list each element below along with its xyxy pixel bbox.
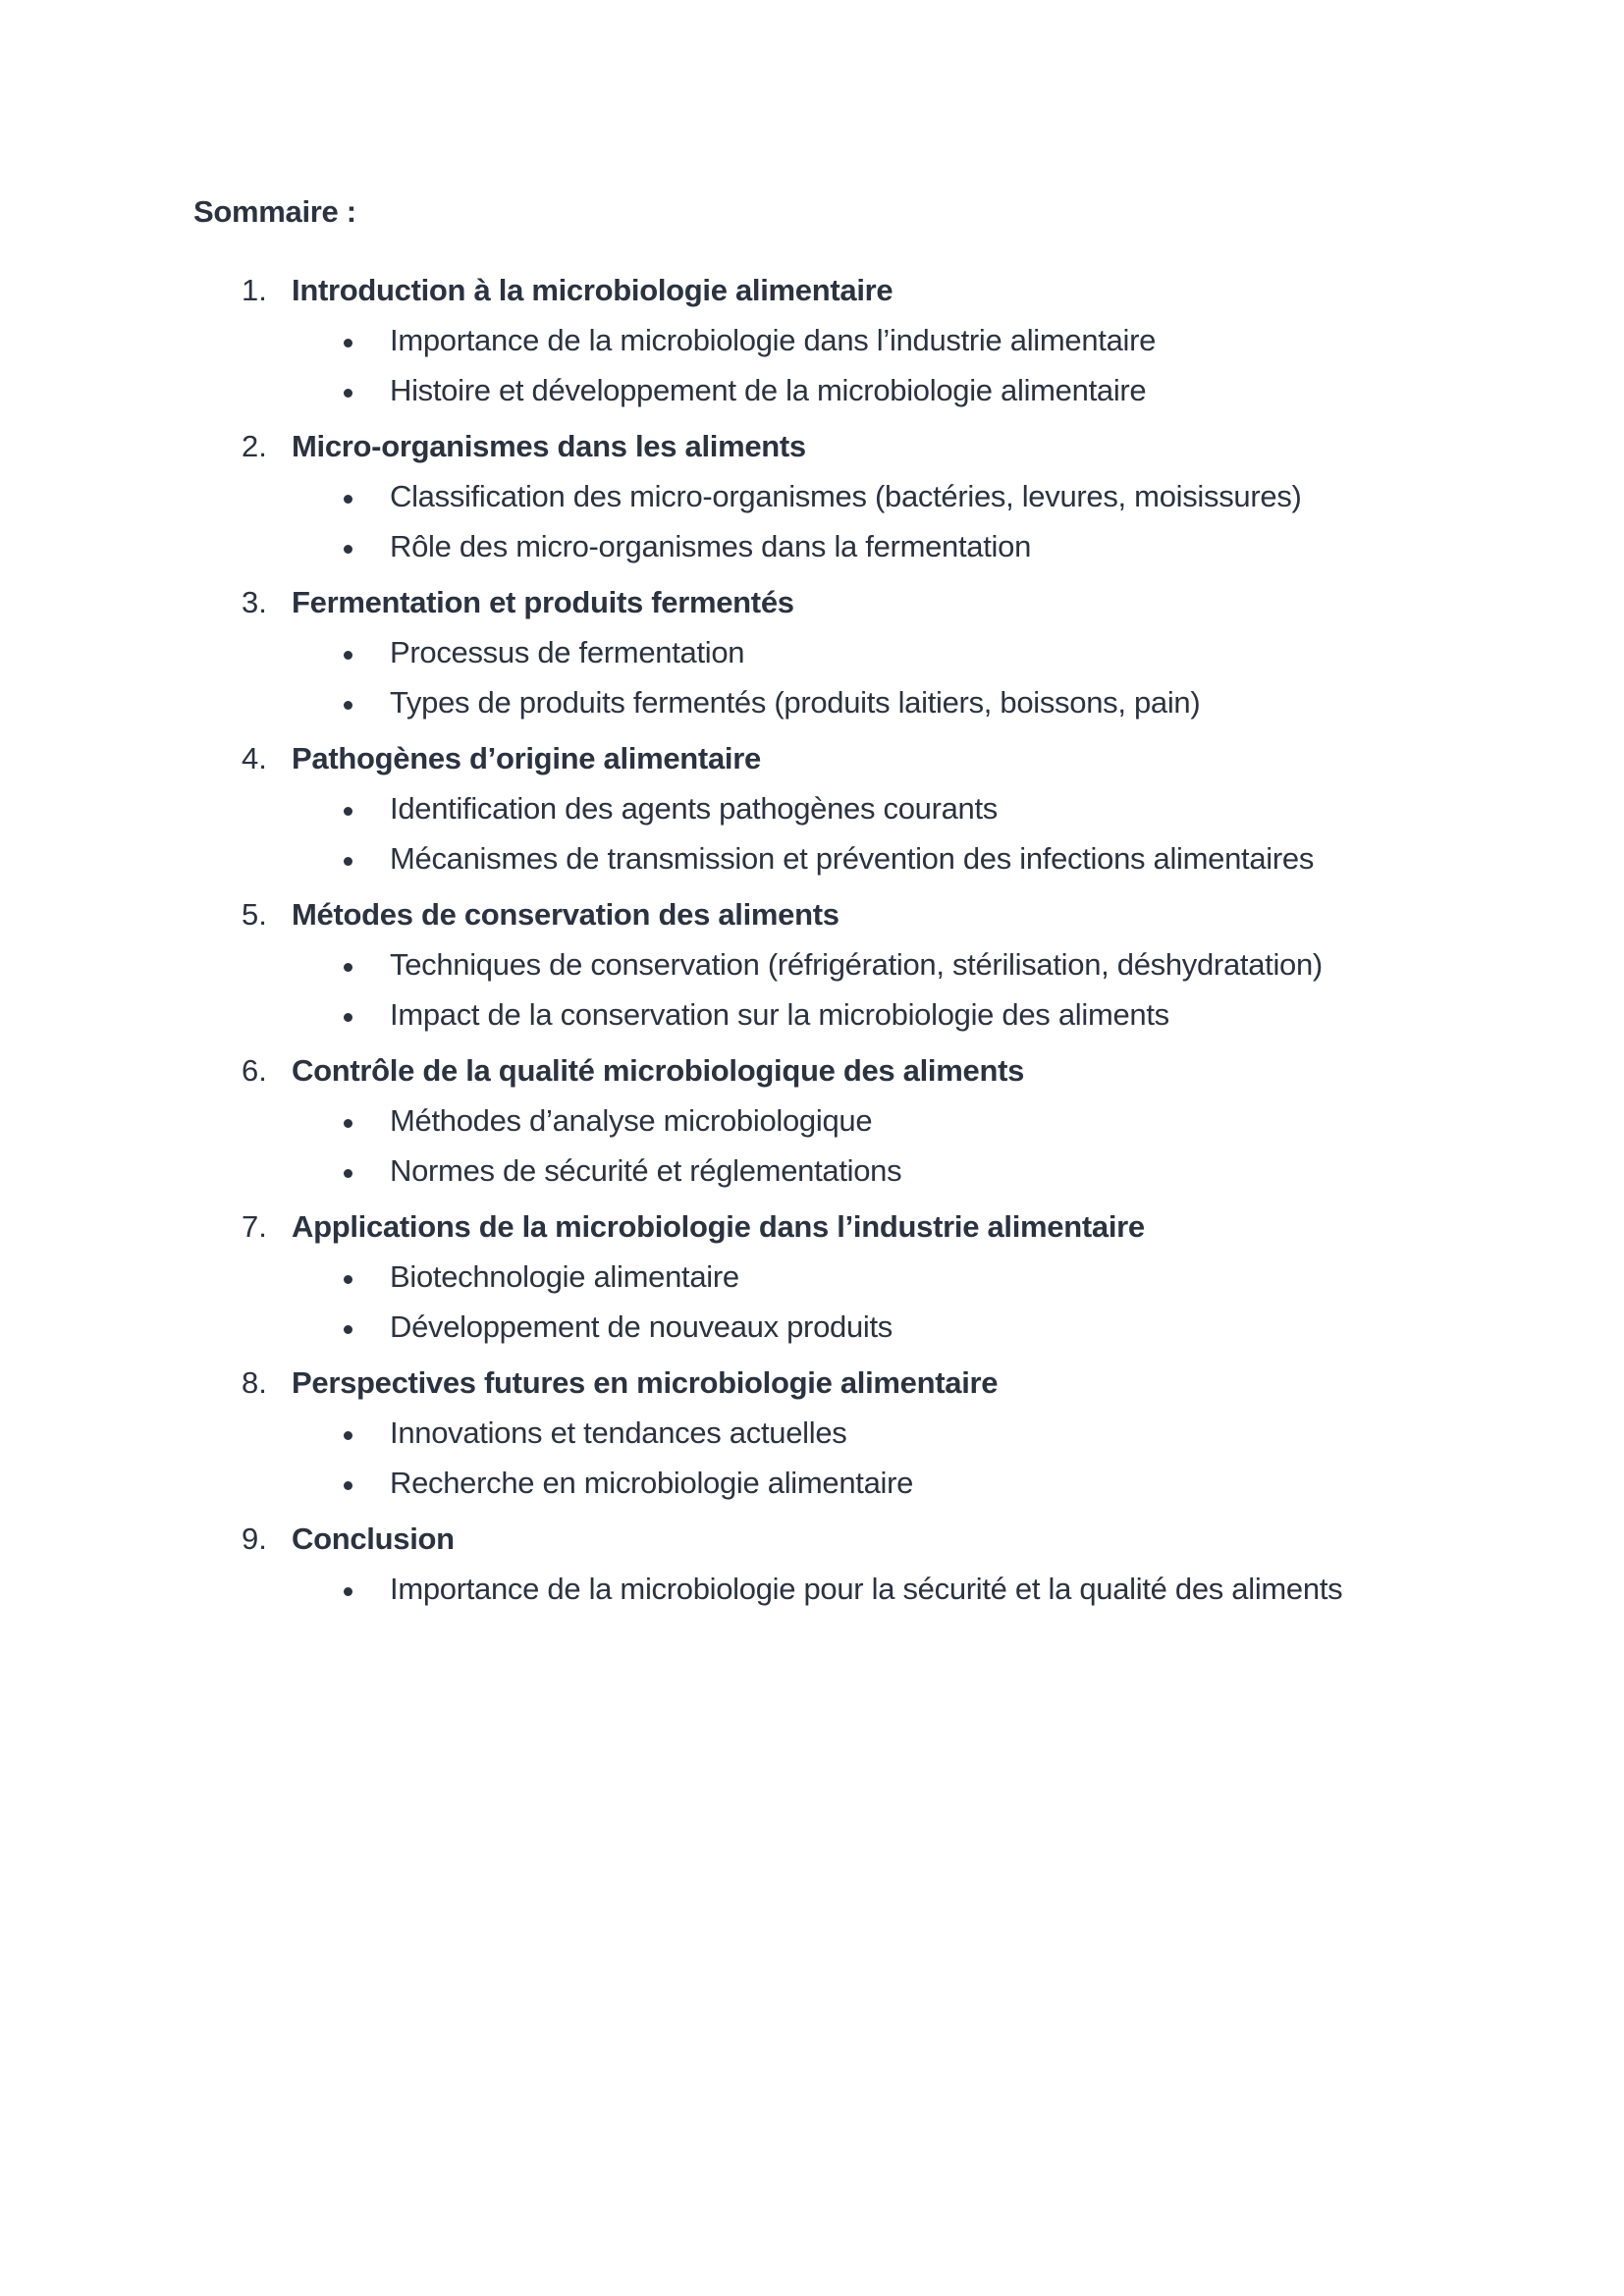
section-heading [0, 1203, 1624, 1259]
toc-section [0, 891, 1624, 1047]
section-heading [0, 267, 1624, 323]
section-number: 7. [242, 1209, 267, 1244]
list-item-text: Innovations et tendances actuelles [390, 1415, 847, 1450]
list-item [0, 947, 1624, 997]
bullet-icon [344, 857, 352, 866]
section-heading [0, 1047, 1624, 1103]
list-item [0, 1103, 1624, 1153]
list-item-text: Mécanismes de transmission et prévention des infections alimentaires [390, 841, 1315, 876]
toc-section [0, 1360, 1624, 1516]
list-item-text: Identification des agents pathogènes courants [390, 791, 999, 826]
list-item [0, 685, 1624, 735]
bullet-icon [344, 1275, 352, 1284]
bullet-icon [344, 651, 352, 660]
bullet-icon [344, 1325, 352, 1334]
bullet-icon [344, 1013, 352, 1022]
bullet-icon [344, 1431, 352, 1440]
list-item-text: Importance de la microbiologie pour la sécurité et la qualité des aliments [390, 1572, 1343, 1606]
section-title: Micro-organismes dans les aliments [292, 429, 806, 463]
toc-section [0, 579, 1624, 735]
list-item-text: Rôle des micro-organismes dans la fermentation [390, 529, 1032, 563]
section-title: Perspectives futures en microbiologie alimentaire [292, 1365, 999, 1400]
list-item [0, 479, 1624, 529]
section-heading [0, 423, 1624, 479]
list-item [0, 791, 1624, 841]
subitem-list [0, 479, 1624, 579]
section-heading [0, 891, 1624, 947]
bullet-icon [344, 963, 352, 972]
list-item-text: Recherche en microbiologie alimentaire [390, 1466, 914, 1500]
section-heading [0, 579, 1624, 635]
list-item [0, 997, 1624, 1047]
bullet-icon [344, 389, 352, 398]
toc-section [0, 1203, 1624, 1360]
list-item-text: Normes de sécurité et réglementations [390, 1153, 902, 1188]
section-number: 3. [242, 585, 267, 619]
section-title: Conclusion [292, 1522, 455, 1556]
list-item-text: Importance de la microbiologie dans l’industrie alimentaire [390, 323, 1157, 357]
section-number: 9. [242, 1522, 267, 1556]
list-item [0, 841, 1624, 891]
list-item-text: Processus de fermentation [390, 635, 745, 669]
list-item-text: Classification des micro-organismes (bactéries, levures, moisissures) [390, 479, 1302, 513]
subitem-list [0, 1415, 1624, 1516]
toc-section [0, 267, 1624, 423]
list-item-text: Développement de nouveaux produits [390, 1309, 893, 1344]
list-item [0, 1153, 1624, 1203]
toc-section [0, 423, 1624, 579]
list-item [0, 373, 1624, 423]
subitem-list [0, 1259, 1624, 1360]
list-item [0, 1309, 1624, 1360]
list-item [0, 1572, 1624, 1622]
section-heading [0, 1360, 1624, 1415]
list-item [0, 1466, 1624, 1516]
list-item-text: Biotechnologie alimentaire [390, 1259, 739, 1294]
bullet-icon [344, 701, 352, 710]
section-number: 2. [242, 429, 267, 463]
section-title: Pathogènes d’origine alimentaire [292, 741, 761, 775]
list-item [0, 323, 1624, 373]
toc-section [0, 1516, 1624, 1622]
list-item [0, 1259, 1624, 1309]
subitem-list [0, 323, 1624, 423]
section-title: Applications de la microbiologie dans l’industrie alimentaire [292, 1209, 1145, 1244]
list-item-text: Méthodes d’analyse microbiologique [390, 1103, 873, 1138]
bullet-icon [344, 1169, 352, 1178]
list-item [0, 1415, 1624, 1466]
subitem-list [0, 635, 1624, 735]
bullet-icon [344, 1481, 352, 1490]
bullet-icon [344, 1119, 352, 1128]
section-title: Fermentation et produits fermentés [292, 585, 794, 619]
bullet-icon [344, 545, 352, 554]
toc-section [0, 1047, 1624, 1203]
section-title: Métodes de conservation des aliments [292, 897, 839, 932]
section-heading [0, 735, 1624, 791]
list-item-text: Impact de la conservation sur la microbiologie des aliments [390, 997, 1169, 1032]
subitem-list [0, 791, 1624, 891]
section-number: 4. [242, 741, 267, 775]
section-heading [0, 1516, 1624, 1572]
list-item-text: Techniques de conservation (réfrigération, stérilisation, déshydratation) [390, 947, 1323, 982]
section-number: 6. [242, 1053, 267, 1088]
section-number: 1. [242, 273, 267, 307]
list-item [0, 635, 1624, 685]
subitem-list [0, 1103, 1624, 1203]
toc-section [0, 735, 1624, 891]
list-item [0, 529, 1624, 579]
section-number: 5. [242, 897, 267, 932]
bullet-icon [344, 807, 352, 816]
subitem-list [0, 947, 1624, 1047]
section-number: 8. [242, 1365, 267, 1400]
bullet-icon [344, 495, 352, 504]
list-item-text: Histoire et développement de la microbiologie alimentaire [390, 373, 1147, 407]
bullet-icon [344, 339, 352, 347]
subitem-list [0, 1572, 1624, 1622]
section-title: Introduction à la microbiologie alimentaire [292, 273, 893, 307]
table-of-contents [0, 267, 1624, 1622]
list-item-text: Types de produits fermentés (produits laitiers, boissons, pain) [390, 685, 1201, 720]
bullet-icon [344, 1587, 352, 1596]
page-title: Sommaire : [193, 194, 356, 229]
section-title: Contrôle de la qualité microbiologique des aliments [292, 1053, 1025, 1088]
